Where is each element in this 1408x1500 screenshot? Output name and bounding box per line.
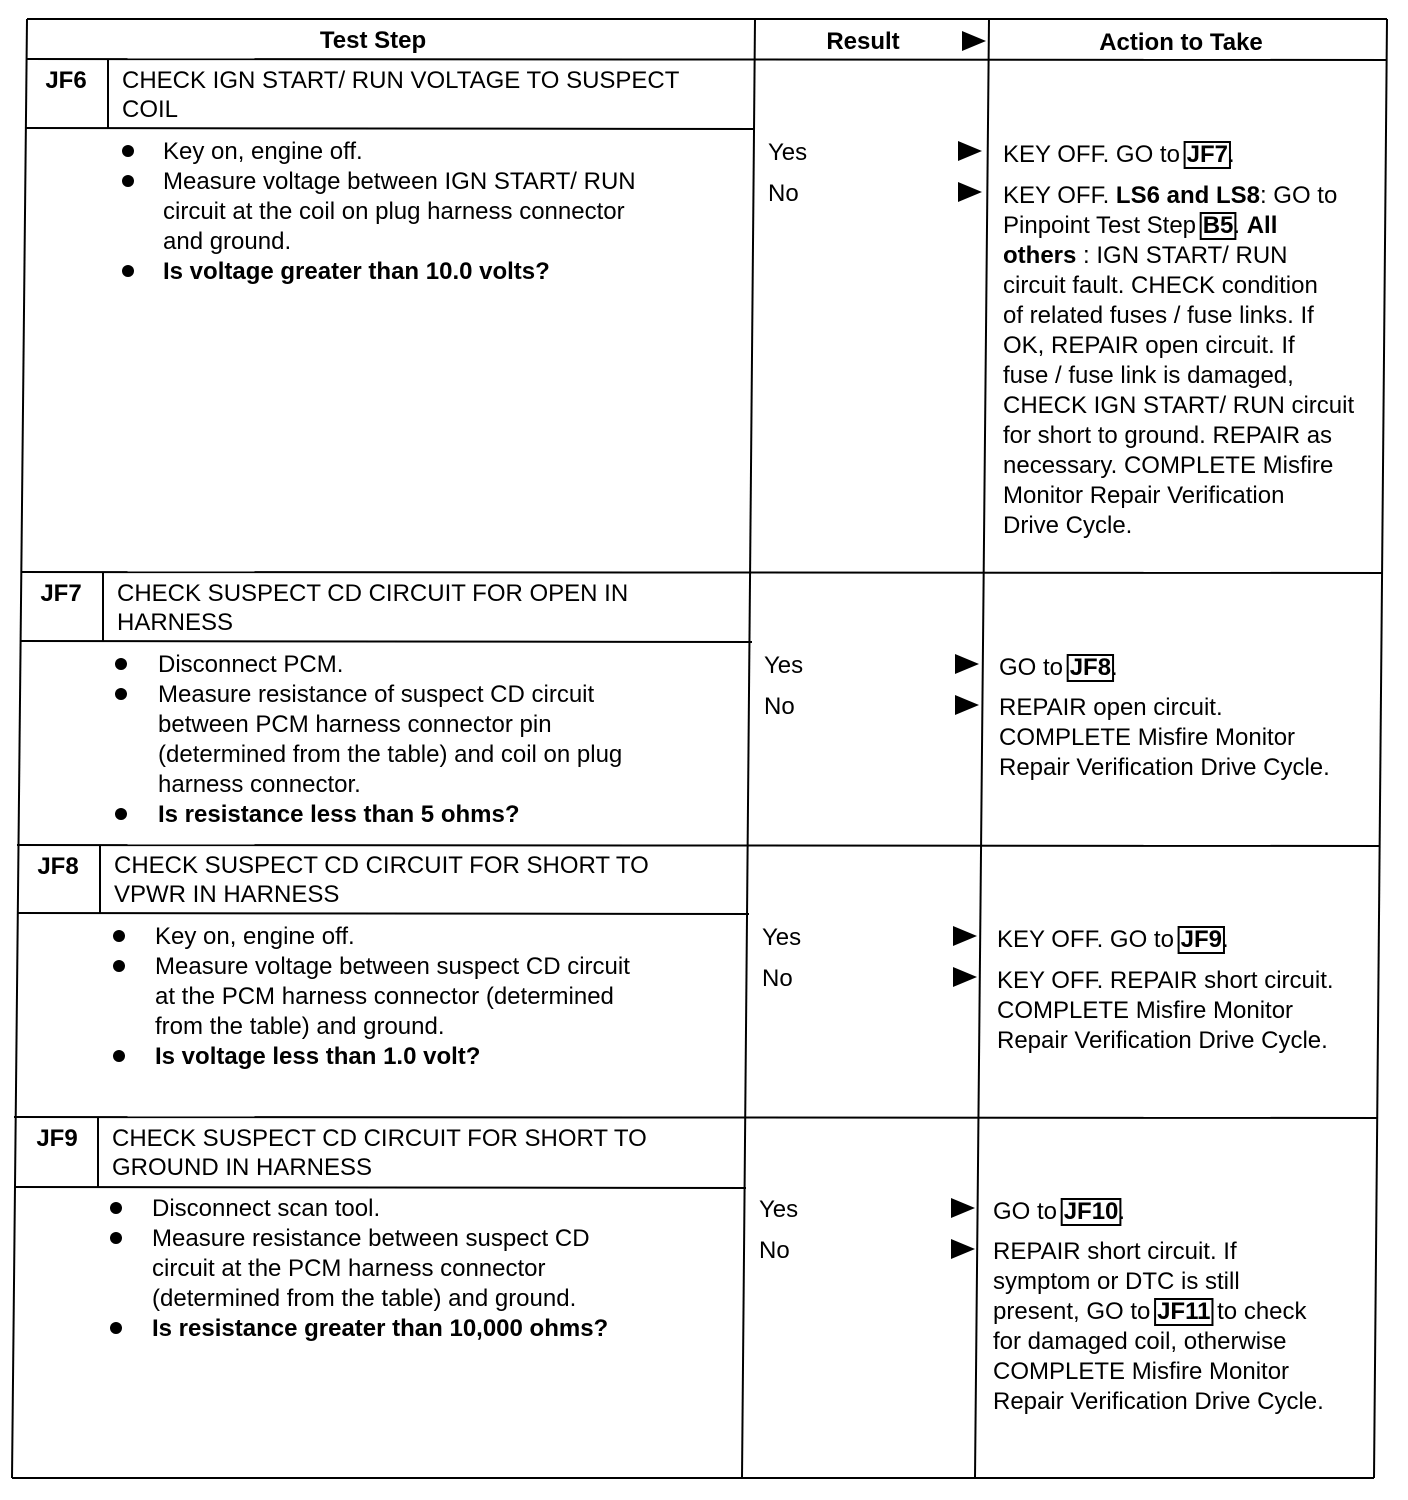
action-line	[997, 967, 1334, 994]
action-text: KEY OFF. REPAIR short circuit.	[997, 967, 1334, 994]
step-instruction-line: and ground.	[163, 228, 292, 255]
step-instruction-line: (determined from the table) and coil on plug	[158, 741, 623, 768]
action-line	[999, 754, 1330, 781]
step-instruction-line: Is resistance greater than 10,000 ohms?	[152, 1315, 609, 1342]
bullet-icon	[115, 658, 127, 670]
step-instruction-line: Disconnect scan tool.	[152, 1195, 381, 1222]
action-line	[1003, 482, 1284, 509]
action-text: for damaged coil, otherwise	[993, 1328, 1287, 1355]
action-text: .	[1233, 212, 1247, 239]
result-arrow-icon	[951, 1198, 975, 1218]
step-instruction-line: from the table) and ground.	[155, 1013, 445, 1040]
result-arrow-icon	[958, 182, 982, 202]
action-text: All	[1246, 212, 1278, 239]
action-text: OK, REPAIR open circuit. If	[1003, 332, 1295, 359]
action-text: necessary. COMPLETE Misfire	[1003, 452, 1334, 479]
action-text: Drive Cycle.	[1003, 512, 1133, 539]
bullet-icon	[113, 1050, 125, 1062]
action-line	[997, 926, 1229, 953]
action-line	[1003, 392, 1354, 419]
action-text: GO to	[999, 654, 1070, 681]
action-line	[1003, 452, 1333, 479]
step-reference-link[interactable]: JF11	[1157, 1298, 1211, 1325]
bullet-icon	[122, 145, 134, 157]
bullet-icon	[115, 808, 127, 820]
action-text: .	[1118, 1198, 1126, 1225]
action-line	[1003, 362, 1294, 389]
step-instruction-line: harness connector.	[158, 771, 361, 798]
action-text: LS6 and LS8	[1115, 182, 1260, 209]
action-text: Repair Verification Drive Cycle.	[997, 1027, 1328, 1054]
step-id: JF6	[45, 67, 87, 94]
step-title-line: COIL	[122, 96, 179, 123]
action-text: to check	[1210, 1298, 1307, 1325]
step-instruction-line: Measure voltage between IGN START/ RUN	[163, 168, 636, 195]
step-instruction-line: Disconnect PCM.	[158, 651, 344, 678]
action-line	[1003, 422, 1332, 449]
step-title-line: CHECK SUSPECT CD CIRCUIT FOR SHORT TO	[114, 852, 649, 879]
step-instruction-line: Is voltage less than 1.0 volt?	[155, 1043, 481, 1070]
bullet-icon	[122, 175, 134, 187]
bullet-icon	[113, 960, 125, 972]
header-test-step: Test Step	[319, 27, 427, 54]
result-arrow-icon	[955, 695, 979, 715]
action-text: Pinpoint Test Step	[1003, 212, 1203, 239]
action-text: Repair Verification Drive Cycle.	[999, 754, 1330, 781]
result-label-yes: Yes	[759, 1196, 799, 1223]
action-text: KEY OFF.	[1003, 182, 1116, 209]
action-text: .	[1227, 141, 1235, 168]
step-id: JF7	[40, 580, 82, 607]
header-action-to-take: Action to Take	[1099, 29, 1263, 56]
bullet-icon	[115, 688, 127, 700]
action-line	[993, 1198, 1125, 1225]
step-instruction-line: Is resistance less than 5 ohms?	[158, 801, 520, 828]
action-text: of related fuses / fuse links. If	[1003, 302, 1314, 329]
action-text: GO to	[993, 1198, 1064, 1225]
result-label-no: No	[762, 965, 793, 992]
action-line	[993, 1298, 1308, 1325]
result-arrow-icon	[951, 1239, 975, 1259]
action-text: present, GO to	[993, 1298, 1158, 1325]
action-text: for short to ground. REPAIR as	[1003, 422, 1333, 449]
action-text: REPAIR open circuit.	[999, 694, 1223, 721]
step-reference-link[interactable]: JF7	[1186, 141, 1228, 168]
action-text: symptom or DTC is still	[993, 1268, 1240, 1295]
result-arrow-icon	[958, 141, 982, 161]
action-line	[1003, 512, 1132, 539]
action-line	[993, 1238, 1237, 1265]
action-text: others	[1003, 242, 1077, 269]
action-text: .	[1221, 926, 1229, 953]
step-instruction-line: circuit at the PCM harness connector	[152, 1255, 546, 1282]
result-arrow-icon	[955, 654, 979, 674]
step-instruction-line: Key on, engine off.	[155, 923, 355, 950]
step-title-line: CHECK IGN START/ RUN VOLTAGE TO SUSPECT	[122, 67, 680, 94]
step-instruction-line: Key on, engine off.	[163, 138, 363, 165]
action-text: circuit fault. CHECK condition	[1003, 272, 1318, 299]
step-title-line: CHECK SUSPECT CD CIRCUIT FOR OPEN IN	[117, 580, 629, 607]
result-label-no: No	[768, 180, 799, 207]
action-line	[997, 997, 1293, 1024]
action-text: : GO to	[1259, 182, 1338, 209]
header-result: Result	[826, 28, 900, 55]
action-line	[993, 1268, 1240, 1295]
header-arrow-icon	[962, 31, 986, 51]
step-instruction-line: circuit at the coil on plug harness connector	[163, 198, 625, 225]
step-id: JF8	[37, 853, 79, 880]
result-arrow-icon	[953, 926, 977, 946]
action-text: REPAIR short circuit. If	[993, 1238, 1237, 1265]
action-line	[993, 1328, 1286, 1355]
bullet-icon	[113, 930, 125, 942]
action-line	[997, 1027, 1328, 1054]
bullet-icon	[110, 1322, 122, 1334]
action-line	[999, 654, 1118, 681]
action-line	[993, 1388, 1324, 1415]
step-id: JF9	[36, 1125, 78, 1152]
step-instruction-line: between PCM harness connector pin	[158, 711, 552, 738]
action-line	[1003, 182, 1337, 209]
step-reference-link[interactable]: JF9	[1180, 926, 1222, 953]
step-reference-link[interactable]: B5	[1202, 212, 1234, 239]
step-title-line: CHECK SUSPECT CD CIRCUIT FOR SHORT TO	[112, 1125, 647, 1152]
action-text: KEY OFF. GO to	[997, 926, 1181, 953]
action-line	[1003, 302, 1314, 329]
action-text: COMPLETE Misfire Monitor	[993, 1358, 1290, 1385]
bullet-icon	[110, 1232, 122, 1244]
action-text: COMPLETE Misfire Monitor	[999, 724, 1296, 751]
step-instruction-line: at the PCM harness connector (determined	[155, 983, 614, 1010]
step-title-line: HARNESS	[117, 609, 234, 636]
action-text: Monitor Repair Verification	[1003, 482, 1285, 509]
action-line	[1003, 272, 1318, 299]
action-line	[999, 694, 1223, 721]
step-title-line: GROUND IN HARNESS	[112, 1154, 373, 1181]
result-arrow-icon	[953, 967, 977, 987]
result-label-no: No	[764, 693, 795, 720]
step-reference-link[interactable]: JF8	[1069, 654, 1112, 681]
action-line	[1003, 141, 1235, 168]
result-label-no: No	[759, 1237, 790, 1264]
action-text: .	[1111, 654, 1118, 681]
action-text: COMPLETE Misfire Monitor	[997, 997, 1294, 1024]
step-instruction-line: Measure voltage between suspect CD circuit	[155, 953, 630, 980]
action-text: Repair Verification Drive Cycle.	[993, 1388, 1324, 1415]
action-line	[999, 724, 1295, 751]
step-reference-link[interactable]: JF10	[1063, 1198, 1119, 1225]
action-line	[1003, 242, 1287, 269]
step-instruction-line: Measure resistance of suspect CD circuit	[158, 681, 595, 708]
action-text: fuse / fuse link is damaged,	[1003, 362, 1294, 389]
bullet-icon	[110, 1202, 122, 1214]
step-title-line: VPWR IN HARNESS	[114, 881, 340, 908]
step-instruction-line: Measure resistance between suspect CD	[152, 1225, 590, 1252]
action-text: : IGN START/ RUN	[1076, 242, 1288, 269]
result-label-yes: Yes	[762, 924, 802, 951]
step-instruction-line: Is voltage greater than 10.0 volts?	[163, 258, 550, 285]
step-instruction-line: (determined from the table) and ground.	[152, 1285, 577, 1312]
action-line	[993, 1358, 1289, 1385]
action-text: CHECK IGN START/ RUN circuit	[1003, 392, 1355, 419]
result-label-yes: Yes	[764, 652, 804, 679]
result-label-yes: Yes	[768, 139, 808, 166]
action-text: KEY OFF. GO to	[1003, 141, 1187, 168]
bullet-icon	[122, 265, 134, 277]
action-line	[1003, 332, 1295, 359]
